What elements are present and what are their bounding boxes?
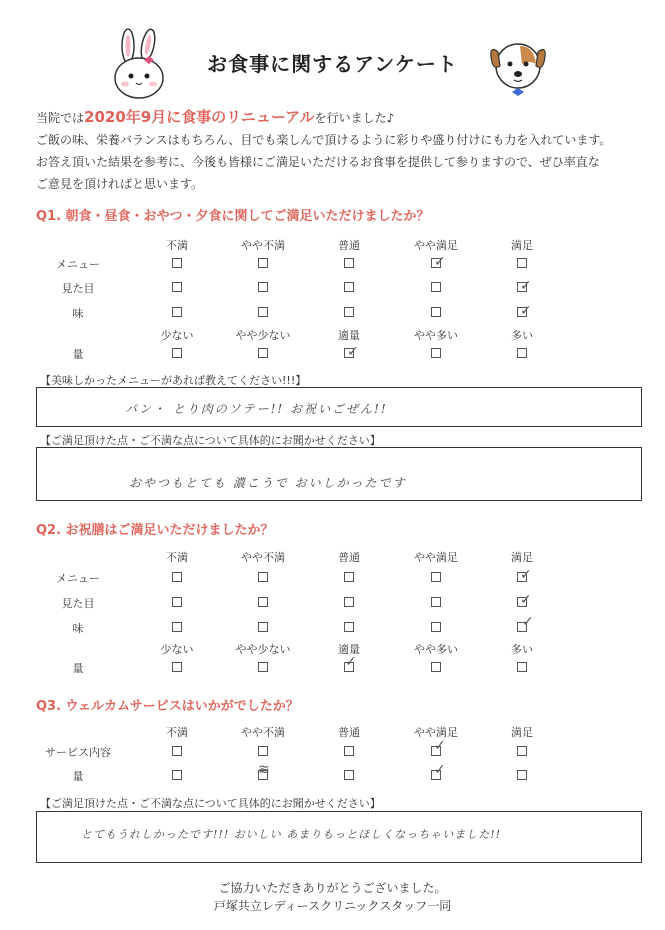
q1-taste-checkbox[interactable] (172, 307, 182, 317)
q3-row-label: サービス内容 (45, 746, 111, 759)
check-mark-icon: ✓ (522, 614, 534, 630)
intro-line-1: 当院では2020年9月に食事のリニューアルを行いました♪ (36, 108, 395, 126)
q2-qty-header: 少ない (160, 643, 194, 656)
check-mark-icon: ✓ (520, 303, 532, 319)
q2-col-header: 普通 (338, 551, 360, 564)
q1-qty-header: やや多い (414, 329, 458, 342)
q3-qty-checkbox[interactable] (344, 770, 354, 780)
q2-taste-checkbox[interactable] (431, 622, 441, 632)
q1-col-header: 満足 (511, 239, 533, 252)
q1-qty-header: 多い (511, 329, 533, 342)
q1-menu-checkbox[interactable] (344, 258, 354, 268)
q1-row-label: 量 (72, 348, 84, 361)
q3-service-checkbox[interactable] (172, 746, 182, 756)
check-mark-icon: ✓ (434, 738, 446, 754)
check-mark-icon: ✓ (347, 344, 359, 360)
check-mark-icon: ✓ (520, 567, 532, 583)
q2-row-label: 量 (72, 662, 84, 675)
q1-qty-checkbox[interactable] (258, 348, 268, 358)
check-mark-icon: ✓ (345, 654, 357, 670)
q3-col-header: やや不満 (241, 726, 285, 739)
q1-taste-checkbox[interactable] (431, 307, 441, 317)
q2-row-label: 味 (72, 622, 84, 635)
q2-qty-header: やや少ない (235, 643, 291, 656)
q1-comment1-label: 【美味しかったメニューがあれば教えてください!!!】 (40, 374, 307, 387)
q2-col-header: 満足 (511, 551, 533, 564)
q1-col-header: 普通 (338, 239, 360, 252)
q2-appearance-checkbox[interactable] (431, 597, 441, 607)
q2-taste-checkbox[interactable] (344, 622, 354, 632)
intro-line-3: お答え頂いた結果を参考に、今後も皆様にご満足いただけるお食事を提供して参りますので、ぜひ率直な (36, 155, 600, 169)
q1-qty-checkbox[interactable] (172, 348, 182, 358)
check-mark-icon: ✓ (520, 592, 532, 608)
q1-taste-checkbox[interactable] (258, 307, 268, 317)
q1-qty-header: 適量 (338, 329, 360, 342)
q2-taste-checkbox[interactable] (258, 622, 268, 632)
q2-taste-checkbox[interactable] (172, 622, 182, 632)
q1-comment2-label: 【ご満足頂けた点・ご不満な点について具体的にお聞かせください】 (40, 434, 381, 447)
q1-menu-checkbox[interactable] (258, 258, 268, 268)
q1-row-label: メニュー (56, 258, 100, 271)
check-mark-icon: ✓ (434, 762, 446, 778)
intro-highlight: 2020年9月に食事のリニューアル (84, 108, 315, 126)
q1-qty-checkbox[interactable] (431, 348, 441, 358)
q2-qty-checkbox[interactable] (258, 662, 268, 672)
q2-col-header: やや不満 (241, 551, 285, 564)
q2-col-header: 不満 (166, 551, 188, 564)
q1-col-header: 不満 (166, 239, 188, 252)
q1-appearance-checkbox[interactable] (344, 282, 354, 292)
q1-appearance-checkbox[interactable] (172, 282, 182, 292)
q1-qty-checkbox[interactable] (517, 348, 527, 358)
q3-qty-checkbox[interactable] (517, 770, 527, 780)
q2-col-header: やや満足 (414, 551, 458, 564)
q1-row-label: 味 (72, 307, 84, 320)
intro-line-2: ご飯の味、栄養バランスはもちろん、目でも楽しんで頂けるように彩りや盛り付けにも力を入れています。 (36, 133, 612, 147)
q2-qty-header: 多い (511, 643, 533, 656)
q1-qty-header: 少ない (160, 329, 194, 342)
q3-col-header: 満足 (511, 726, 533, 739)
q1-col-header: やや満足 (414, 239, 458, 252)
q2-appearance-checkbox[interactable] (344, 597, 354, 607)
q2-menu-checkbox[interactable] (431, 572, 441, 582)
signature-text: 戸塚共立レディースクリニックスタッフ一同 (213, 899, 452, 913)
q2-menu-checkbox[interactable] (172, 572, 182, 582)
q3-row-label: 量 (72, 770, 84, 783)
q2-qty-header: やや多い (414, 643, 458, 656)
q1-question: Q1. 朝食・昼食・おやつ・夕食に関してご満足いただけましたか？ (36, 209, 430, 224)
q1-comment1-box[interactable] (36, 387, 642, 427)
q1-appearance-checkbox[interactable] (258, 282, 268, 292)
page-title: お食事に関するアンケート (207, 52, 458, 76)
q3-col-header: やや満足 (414, 726, 458, 739)
q1-appearance-checkbox[interactable] (431, 282, 441, 292)
q3-service-checkbox[interactable] (517, 746, 527, 756)
q1-qty-header: やや少ない (235, 329, 291, 342)
q1-comment1-text: パン・ とり肉のソテー!! お祝いごぜん!! (125, 402, 388, 416)
q3-service-checkbox[interactable] (344, 746, 354, 756)
q1-menu-checkbox[interactable] (517, 258, 527, 268)
q1-col-header: やや不満 (241, 239, 285, 252)
q2-appearance-checkbox[interactable] (258, 597, 268, 607)
intro-text (36, 106, 636, 195)
q3-qty-checkbox[interactable] (172, 770, 182, 780)
q2-qty-checkbox[interactable] (517, 662, 527, 672)
q3-comment-box[interactable] (36, 811, 642, 863)
q2-question: Q2. お祝膳はご満足いただけましたか？ (36, 523, 274, 538)
q2-row-label: 見た目 (61, 597, 95, 610)
q3-comment-text: とてもうれしかったです!!! おいしい あまりもっとほしくなっちゃいました!! (81, 828, 502, 841)
q2-qty-header: 適量 (338, 643, 360, 656)
check-mark-icon: ✓ (434, 254, 446, 270)
q3-comment-label: 【ご満足頂けた点・ご不満な点について具体的にお聞かせください】 (40, 797, 381, 810)
q1-row-label: 見た目 (61, 282, 95, 295)
q2-qty-checkbox[interactable] (172, 662, 182, 672)
q3-service-checkbox[interactable] (258, 746, 268, 756)
q1-comment2-text: おやつもとても 濃こうで おいしかったです (129, 476, 407, 490)
q2-menu-checkbox[interactable] (344, 572, 354, 582)
q1-taste-checkbox[interactable] (344, 307, 354, 317)
q1-comment2-box[interactable] (36, 447, 642, 501)
q2-row-label: メニュー (56, 572, 100, 585)
scribble-mark-icon: ≋ (258, 762, 270, 778)
q2-qty-checkbox[interactable] (431, 662, 441, 672)
q1-menu-checkbox[interactable] (172, 258, 182, 268)
q2-appearance-checkbox[interactable] (172, 597, 182, 607)
q2-menu-checkbox[interactable] (258, 572, 268, 582)
thanks-text: ご協力いただきありがとうございました。 (218, 881, 447, 895)
q3-col-header: 不満 (166, 726, 188, 739)
q3-question: Q3. ウェルカムサービスはいかがでしたか？ (36, 699, 299, 714)
q3-col-header: 普通 (338, 726, 360, 739)
check-mark-icon: ✓ (520, 278, 532, 294)
intro-line-4: ご意見を頂ければと思います。 (36, 177, 204, 191)
